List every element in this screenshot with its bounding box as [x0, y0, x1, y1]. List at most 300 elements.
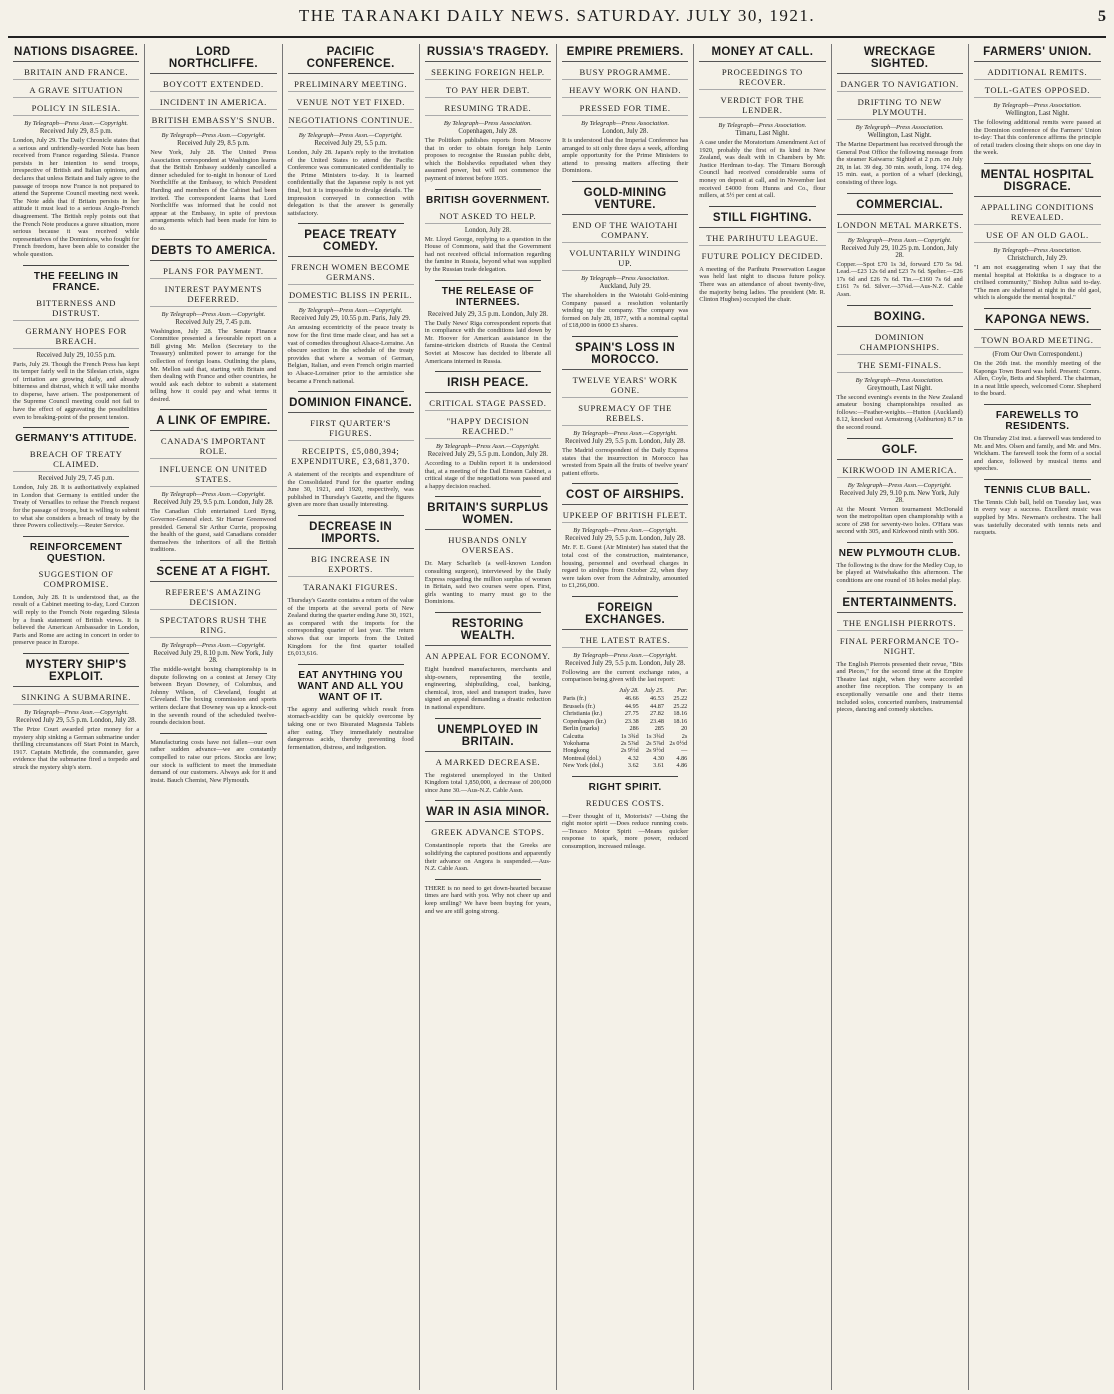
- article-body: A case under the Moratorium Amendment Act of 1920, probably the first of its kind in New Zealand, was dealt with in Chambers by Mr. Justice Herdman to-day. The Timaru Borough Council had received considerable sums of money on deposit at call, and in November last received £4000 from Hunns and Co., flour millers, at 5½ per cent at call.: [699, 139, 826, 200]
- article-subheading: BITTERNESS AND DISTRUST.: [13, 296, 139, 321]
- article-body: The Canadian Club entertained Lord Byng, Governor-General elect. Sir Hamar Greenwood presided. General Sir Arthur Currie, proposing the health of the guest, said Canadians consider themselves the inheritors of all the British traditions.: [150, 508, 277, 554]
- divider: [435, 800, 541, 801]
- article-byline: By Telegraph—Press Assn.—Copyright.: [298, 132, 403, 139]
- table-cell: 4.32: [627, 754, 639, 762]
- table-row: [562, 710, 688, 717]
- article-subheading: DRIFTING TO NEW PLYMOUTH.: [837, 95, 963, 120]
- article-dateline: Received July 29, 10.55 p.m. Paris, July 29.: [290, 315, 411, 323]
- article-subheading: FIRST QUARTER'S FIGURES.: [288, 416, 414, 441]
- divider: [435, 879, 541, 880]
- article-byline: By Telegraph—Press Assn.—Copyright.: [847, 481, 952, 489]
- masthead: [8, 6, 1106, 38]
- article: [13, 542, 139, 647]
- article-body: London, July 29. The Daily Chronicle states that a serious and unfriendly-worded Note has been received from France regarding Silesia. France persists in her intention to send troops, irrespective of British and Italian opinions, and declares that unless Britain and Italy agree to the passage of troops now France is not prepared to attend the Supreme Council meeting next week. The Note adds that if Britain persists in her attitude it must lead to a serious Anglo-French disagreement. The British reply points out that the French Note produces a grave situation, more serious because it was received while representatives of the Dominions, who fought for French freedom, have been able to consider the whole question.: [13, 137, 140, 258]
- article-byline: By Telegraph—Press Association.: [855, 376, 944, 384]
- article-subheading: SINKING A SUBMARINE.: [13, 690, 139, 705]
- article-byline: By Telegraph—Press Association.: [855, 124, 944, 131]
- divider: [572, 483, 678, 484]
- divider: [984, 404, 1091, 405]
- article-dateline: Received July 29, 3.5 p.m. London, July 28.: [427, 310, 548, 318]
- article-dateline: Received July 29, 10.25 p.m. London, July 28.: [841, 244, 959, 259]
- article: [837, 46, 963, 187]
- article-body: At the Mount Vernon tournament McDonald won the metropolitan open championship with a score of 298 for seventy-two holes. O'Hara was second with 305, and Kirkwood ninth with 306.: [836, 505, 963, 536]
- article: [13, 271, 139, 422]
- article-subheading: UPKEEP OF BRITISH FLEET.: [562, 508, 688, 523]
- article-subheading: DOMINION CHAMPIONSHIPS.: [837, 330, 963, 355]
- article-subheading: CRITICAL STAGE PASSED.: [425, 396, 551, 411]
- table-cell: 44.95: [624, 702, 639, 710]
- article-subheading: NEGOTIATIONS CONTINUE.: [288, 113, 414, 128]
- page-number: 5: [1098, 8, 1106, 25]
- article-subheading: INFLUENCE ON UNITED STATES.: [150, 462, 276, 487]
- table-cell: 25.22: [673, 695, 688, 703]
- article-subheading: GERMANY HOPES FOR BREACH.: [13, 324, 139, 349]
- article-byline: By Telegraph—Press Assn.—Copyright.: [573, 527, 677, 535]
- table-row: [562, 762, 688, 769]
- article: [699, 212, 825, 304]
- divider: [435, 612, 541, 613]
- divider: [160, 239, 266, 240]
- table-cell: 46.66: [624, 695, 639, 703]
- article-dateline: London, July 28.: [602, 128, 649, 135]
- article: [288, 397, 414, 509]
- article-subheading: BRITISH EMBASSY'S SNUB.: [150, 113, 276, 128]
- table-header-cell: July 25.: [644, 687, 664, 695]
- article-subheading: THE LATEST RATES.: [562, 633, 688, 648]
- table-cell: Berlin (marks): [563, 725, 600, 733]
- article-body: The Politiken publishes reports from Moscow that in order to obtain foreign help Lenin proposes to recognise the Russian public debt, which the Bolsheviks repudiated when they assumed power, but will not commence the payment of interest before 1935.: [424, 137, 551, 182]
- article-dateline: Greymouth, Last Night.: [867, 384, 933, 392]
- article-subheading: TARANAKI FIGURES.: [303, 582, 398, 593]
- article-subheading: CANADA'S IMPORTANT ROLE.: [150, 434, 276, 459]
- table-header-cell: July 28.: [619, 687, 639, 695]
- table-cell: Christiania (kr.): [563, 710, 603, 718]
- article-dateline: Received July 29, 5.5 p.m. London, July 28.: [564, 535, 686, 543]
- divider: [160, 560, 266, 561]
- column-5: [557, 44, 694, 1390]
- article-headline: FAREWELLS TO RESIDENTS.: [995, 409, 1079, 432]
- table-cell: —: [681, 747, 688, 755]
- article-headline: RIGHT SPIRIT.: [588, 781, 662, 793]
- table-cell: Paris (fr.): [563, 695, 587, 703]
- article-headline: DOMINION FINANCE.: [288, 397, 414, 413]
- article-headline: GOLF.: [837, 444, 963, 460]
- article: [562, 602, 688, 770]
- article-body: "I am not exaggerating when I say that the mental hospital at Hokitika is a disgrace to a civilised community," Bishop Julius said to-day. "The men are sheltered at night in the old gaol, which is alongside the mental hospital.": [973, 263, 1101, 302]
- article-headline: STILL FIGHTING.: [699, 212, 825, 228]
- column-4: [420, 44, 557, 1390]
- article-headline: KAPONGA NEWS.: [974, 314, 1101, 330]
- article-headline: DEBTS TO AMERICA.: [150, 245, 276, 261]
- article-subheading: TOWN BOARD MEETING.: [974, 333, 1101, 348]
- table-row: [562, 718, 688, 725]
- divider: [160, 733, 266, 734]
- article-headline: MONEY AT CALL.: [699, 46, 825, 62]
- article-headline: TENNIS CLUB BALL.: [984, 484, 1091, 496]
- table-cell: 18.16: [673, 717, 688, 725]
- divider: [847, 591, 953, 592]
- table-cell: 1s 3¾d: [646, 732, 664, 740]
- article-byline: By Telegraph—Press Assn.—Copyright.: [298, 307, 403, 315]
- article: [425, 286, 551, 366]
- table-cell: 2s 9½d: [646, 747, 664, 755]
- article-byline: By Telegraph—Press Assn.—Copyright.: [573, 651, 677, 659]
- article: [837, 548, 963, 585]
- table-cell: 27.82: [650, 710, 664, 718]
- article-headline: A LINK OF EMPIRE.: [150, 415, 276, 431]
- article: [288, 46, 414, 217]
- article-subheading: FINAL PERFORMANCE TO-NIGHT.: [839, 635, 960, 656]
- article-dateline: Received July 29, 8.10 p.m. New York, July 28.: [153, 650, 274, 665]
- article-headline: COMMERCIAL.: [837, 199, 963, 215]
- divider: [435, 718, 541, 719]
- article-subheading: VOLUNTARILY WINDING UP.: [562, 246, 688, 271]
- exchange-rates-table: [562, 686, 688, 769]
- article-subheading: ADDITIONAL REMITS.: [974, 65, 1101, 80]
- column-grid: [8, 44, 1106, 1390]
- table-row: [562, 703, 688, 710]
- table-cell: Yokohama: [563, 739, 590, 747]
- divider: [298, 223, 404, 224]
- article-headline: WAR IN ASIA MINOR.: [425, 806, 551, 822]
- article-headline: EAT ANYTHING YOU WANT AND ALL YOU WANT OF IT.: [297, 669, 404, 703]
- article: [288, 229, 414, 385]
- table-cell: 20: [681, 725, 688, 733]
- article-body: On the 26th inst. the monthly meeting of the Kaponga Town Board was held. Present: Comrs. Allen, Coyle, Betts and Shepherd. The chairman, in a neat little speech, welcomed Comr. Shepherd to the board.: [973, 359, 1101, 398]
- article-headline: COST OF AIRSHIPS.: [562, 489, 688, 505]
- article-body: The following additional remits were passed at the Dominion conference of the Farmers' Union to-day: That this conference affirms the principle of retail traders closing their shops on one day in the week.: [973, 119, 1101, 157]
- article: [562, 782, 688, 851]
- article-dateline: Received July 29, 7.45 p.m.: [38, 475, 115, 483]
- article-dateline: Received July 29, 5.5 p.m. London, July 28.: [564, 437, 686, 445]
- article-byline: By Telegraph—Press Association.: [993, 102, 1082, 109]
- article: [13, 659, 139, 772]
- article-byline: By Telegraph—Press Assn.—Copyright.: [161, 642, 266, 650]
- table-cell: 2s: [681, 732, 688, 740]
- table-cell: 286: [629, 725, 639, 733]
- article-subheading: POLICY IN SILESIA.: [13, 101, 139, 116]
- article-body: Constantinople reports that the Greeks are solidifying the captured positions and apparently their advance on Angora is suspended.—Aus-N.Z. Cable Assn.: [424, 842, 551, 873]
- article-headline: SPAIN'S LOSS IN MOROCCO.: [562, 342, 688, 370]
- article-body: Mr. Lloyd George, replying to a question in the House of Commons, said that the Government had not received official information regarding the famine in Russia, beyond what was supplied by the Russian trade delegation.: [424, 235, 551, 273]
- article-body: A meeting of the Parihutu Preservation League was held last night to discuss future policy. There was an attendance of about twenty-five, the majority being ladies. The president (Mr. R. Clinton Hughes) occupied the chair.: [699, 265, 826, 304]
- article-headline: GERMANY'S ATTITUDE.: [15, 433, 137, 445]
- article-body: It is understood that the Imperial Conference has arranged to sit only three days a week, affording ample opportunity for the Prime Ministers to attend to pressing matters affecting their Dominions.: [562, 137, 689, 175]
- article-subheading: BREACH OF TREATY CLAIMED.: [13, 447, 139, 472]
- article-subheading: PROCEEDINGS TO RECOVER.: [699, 65, 825, 90]
- article: [837, 597, 963, 714]
- article-byline: By Telegraph—Press Association.: [581, 120, 670, 127]
- article: [699, 46, 825, 200]
- table-cell: 23.38: [624, 717, 639, 725]
- divider: [709, 206, 815, 207]
- article-subheading: PRELIMINARY MEETING.: [288, 77, 414, 92]
- article-headline: RUSSIA'S TRAGEDY.: [425, 46, 551, 62]
- article-headline: MENTAL HOSPITAL DISGRACE.: [974, 169, 1101, 197]
- article-headline: REINFORCEMENT QUESTION.: [29, 541, 123, 564]
- article-dateline: Received July 29, 7.45 p.m.: [175, 318, 252, 326]
- divider: [572, 181, 678, 182]
- article-subheading: END OF THE WAIOTAHI COMPANY.: [562, 218, 688, 243]
- article-body: —Ever thought of it, Motorists? —Using the right motor spirit —Does reduce running costs. —Texaco Motor Spirit —Means quicker response to spark, more power, reduced consumption, increased mileage.: [562, 812, 689, 850]
- article-byline: By Telegraph—Press Association.: [443, 120, 532, 127]
- article-subheading: LONDON METAL MARKETS.: [837, 218, 963, 233]
- article-subheading: A MARKED DECREASE.: [435, 756, 541, 767]
- article-headline: PEACE TREATY COMEDY.: [288, 229, 414, 257]
- table-row: [562, 755, 688, 762]
- article-body: Washington, July 28. The Senate Finance Committee presented a favourable report on a Bill giving Mr. Mellon (Secretary to the Treasury) unlimited power to arrange for the collection of foreign loans. Outlining the plans, Mr. Mellon said that, starting with Britain and then dealing with France and other countries, he would ask each debtor to submit a statement telling how it could pay and what terms it desired.: [150, 327, 277, 403]
- article-body: Mr. F. E. Guest (Air Minister) has stated that the total cost of the construction, maintenance, housing, personnel and overhead charges in regard to airships from October 22, when they were taken over from the Admiralty, amounted to £1,266,000.: [562, 544, 689, 590]
- divider: [572, 596, 678, 597]
- table-cell: 4.86: [676, 762, 688, 770]
- masthead-title: THE TARANAKI DAILY NEWS. SATURDAY. JULY 30, 1921.: [298, 6, 816, 25]
- article-headline: DECREASE IN IMPORTS.: [288, 521, 414, 549]
- divider: [298, 391, 404, 392]
- article-byline: By Telegraph—Press Assn.—Copyright.: [161, 310, 266, 318]
- article-subheading: BRITAIN AND FRANCE.: [13, 65, 139, 80]
- article-body: THERE is no need to get down-hearted because times are hard with you. Why not cheer up and keep smiling? We have been buying for years, and we are still going strong.: [424, 884, 551, 915]
- table-row: [562, 747, 688, 754]
- article-body: On Thursday 21st inst. a farewell was tendered to Mr. and Mrs. Olsen and family, and Mr. and Mrs. Wickham. The farewell took the form of a social and dance, followed by musical items and speeches.: [973, 434, 1101, 473]
- article-dateline: Wellington, Last Night.: [867, 132, 932, 139]
- article-subheading: FUTURE POLICY DECIDED.: [701, 250, 824, 261]
- table-cell: 2s 9½d: [620, 747, 639, 755]
- article-byline: By Telegraph—Press Association.: [718, 122, 807, 129]
- article: [562, 46, 688, 175]
- article: [150, 415, 276, 554]
- article-subheading: RECEIPTS, £5,080,394; EXPENDITURE, £3,681,370.: [291, 446, 410, 467]
- article-dateline: Received July 29, 9.5 p.m. London, July 28.: [153, 499, 274, 507]
- article: [974, 314, 1101, 398]
- article-body: The Daily News' Riga correspondent reports that in compliance with the conditions laid down by Mr. Hoover for American assistance in the famine-stricken districts of Russia the Central Soviet at Moscow has decided to liberate all Americans interned in Russia.: [424, 319, 551, 365]
- divider: [23, 536, 129, 537]
- article-body: The Prize Court awarded prize money for a mystery ship sinking a German submarine under thrilling circumstances off Start Point in March, 1917. Captain McBride, the commander, gave evidence that the submarine fired a torpedo and struck the mystery ship's stern.: [13, 725, 140, 771]
- table-cell: 44.87: [650, 702, 664, 710]
- article-body: Eight hundred manufacturers, merchants and ship-owners, representing the textile, engineering, shipbuilding, coal, banking, chemical, iron, steel and transport trades, have signed an appeal demanding a drastic reduction in national expenditure.: [424, 666, 551, 711]
- article-headline: RESTORING WEALTH.: [425, 618, 551, 646]
- article-dateline: Received July 29, 5.5 p.m.: [314, 140, 387, 147]
- divider: [298, 515, 404, 516]
- article-subheading: FRENCH WOMEN BECOME GERMANS.: [288, 260, 414, 285]
- article-byline: By Telegraph—Press Association.: [993, 246, 1082, 254]
- article: [425, 46, 551, 183]
- divider: [435, 496, 541, 497]
- article-body: London, July 28. It is understood that, as the result of a Cabinet meeting to-day, Lord Curzon will reply to the French Note regarding Silesia by a frank statement of British views. It is believed the American Ambassador in London, Paris and Rome are acting in concert in order to preserve peace in Europe.: [13, 593, 140, 647]
- article: [13, 433, 139, 530]
- article-headline: NATIONS DISAGREE.: [13, 46, 139, 62]
- article-body: Copper.—Spot £70 1s 3d, forward £70 5s 9d. Lead.—£23 12s 6d and £23 7s 6d. Spelter.—£26 17s 6d and £26 7s 6d. Tin.—£160 7s 6d and £161 7s 6d. Silver.—37¼d.—Aus-N.Z. Cable Assn.: [836, 260, 963, 298]
- article-body: The following is the draw for the Medley Cup, to be played at Waiwhakaiho this afternoon. The conditions are one round of 18 holes medal play.: [836, 561, 963, 585]
- article-subheading: BOYCOTT EXTENDED.: [150, 77, 276, 92]
- article-headline: BRITISH GOVERNMENT.: [426, 194, 550, 206]
- article-subheading: BUSY PROGRAMME.: [562, 65, 688, 80]
- article-body: London, July 28. Japan's reply to the invitation of the United States to attend the Pacific Conference was communicated confidentially to the Prime Ministers to-day. It is learned confidentially that the Japanese reply is not yet final, but it is impossible to divulge details. The impression conveyed in connection with delegation is that the answer is generally satisfactory.: [287, 149, 414, 217]
- article: [562, 187, 688, 330]
- article-subheading: VERDICT FOR THE LENDER.: [699, 93, 825, 118]
- article-headline: EMPIRE PREMIERS.: [562, 46, 688, 62]
- article: [150, 46, 276, 233]
- article-dateline: Received July 29, 5.5 p.m. London, July 28.: [427, 451, 548, 459]
- article-body: The second evening's events in the New Zealand amateur boxing championships resulted as follows:—Feather-weights.—Hutton (Auckland) 8.12, knocked out Armstrong (Ashburton) 8.7 in the second round.: [836, 393, 963, 431]
- article-headline: FOREIGN EXCHANGES.: [562, 602, 688, 630]
- article-body: The registered unemployed in the United Kingdom total 1,850,000, a decrease of 200,000 since June 30.—Aus-N.Z. Cable Assn.: [424, 771, 551, 794]
- article-headline: THE FEELING IN FRANCE.: [33, 270, 119, 293]
- article: [425, 806, 551, 872]
- article-subheading: NOT ASKED TO HELP.: [425, 209, 551, 224]
- article-subheading: TO PAY HER DEBT.: [425, 83, 551, 98]
- column-6: [694, 44, 831, 1390]
- table-header-cell: Par.: [677, 687, 688, 695]
- divider: [298, 664, 404, 665]
- article-subheading: RESUMING TRADE.: [425, 101, 551, 116]
- article-subheading: A GRAVE SITUATION: [13, 83, 139, 98]
- article-subheading: PRESSED FOR TIME.: [562, 101, 688, 116]
- divider: [984, 163, 1091, 164]
- article-body: The Madrid correspondent of the Daily Express states that the insurrection in Morocco has wrested from Spain all the fruits of twelve years' patient efforts.: [562, 446, 689, 477]
- divider: [984, 479, 1091, 480]
- article: [425, 724, 551, 795]
- article-subheading: TOLL-GATES OPPOSED.: [974, 83, 1101, 98]
- article-body: A statement of the receipts and expenditure of the Consolidated Fund for the quarter ending June 30, 1921, and 1920, respectively, was published in Thursday's Gazette, and the figures given are more than usually interesting.: [287, 471, 414, 509]
- article: [562, 342, 688, 477]
- article-subheading: TWELVE YEARS' WORK GONE.: [562, 373, 688, 398]
- article-subheading: INTEREST PAYMENTS DEFERRED.: [150, 282, 276, 307]
- table-row: [562, 695, 688, 702]
- article-dateline: Received July 29, 9.10 p.m. New York, July 28.: [839, 489, 960, 504]
- article-byline: By Telegraph—Press Assn.—Copyright.: [573, 429, 677, 437]
- article-subheading: VENUE NOT YET FIXED.: [288, 95, 414, 110]
- article-dateline: Received July 29, 10.55 p.m.: [36, 351, 116, 359]
- article-subheading: SPECTATORS RUSH THE RING.: [150, 613, 276, 638]
- table-cell: Montreal (dol.): [563, 754, 601, 762]
- column-2: [145, 44, 282, 1390]
- article: [425, 618, 551, 712]
- divider: [847, 438, 953, 439]
- article: [837, 444, 963, 536]
- table-cell: 46.53: [650, 695, 664, 703]
- article: [562, 489, 688, 590]
- article-dateline: Christchurch, July 29.: [1007, 254, 1068, 262]
- article-headline: BOXING.: [837, 311, 963, 327]
- table-cell: 3.62: [627, 762, 639, 770]
- article-body: The English Pierrots presented their revue, "Bits and Pieces," for the second time at the Empire Theatre last night, when they were accorded another fine reception. The company is an exceptionally versatile one and their items included solos, concerted numbers, instrumental pieces, dancing and comedy sketches.: [836, 660, 963, 714]
- table-cell: Calcutta: [563, 732, 584, 740]
- article-body: The Marine Department has received through the General Post Office the following message from the steamer Kaiwarra: Sighted at 2 p.m. on July 28, in lat. 39 deg. 30 min. south, long. 174 deg. 15 min. east, a portion of a wharf (decking), consisting of three logs.: [836, 141, 963, 186]
- article: [288, 521, 414, 658]
- article-headline: WRECKAGE SIGHTED.: [837, 46, 963, 74]
- article: [425, 377, 551, 490]
- table-cell: 285: [654, 725, 664, 733]
- article-subheading: THE PARIHUTU LEAGUE.: [699, 231, 825, 246]
- article-byline: By Telegraph—Press Assn.—Copyright.: [847, 236, 952, 244]
- article-body: The Tennis Club ball, held on Tuesday last, was in every way a success. Excellent music was supplied by Mrs. Newman's orchestra. The hall was tastefully decorated with tennis nets and racquets.: [973, 498, 1101, 537]
- article-byline: By Telegraph—Press Assn.—Copyright.: [24, 120, 128, 127]
- article: [288, 670, 414, 752]
- article: [837, 311, 963, 432]
- article-subheading: SUPREMACY OF THE REBELS.: [562, 401, 688, 426]
- article-dateline: Auckland, July 29.: [599, 282, 651, 290]
- article-subheading: HUSBANDS ONLY OVERSEAS.: [448, 535, 528, 556]
- article-byline: By Telegraph—Press Assn.—Copyright.: [161, 132, 266, 139]
- article-subheading: THE SEMI-FINALS.: [837, 358, 963, 373]
- article: [150, 566, 276, 727]
- column-7: [832, 44, 969, 1390]
- divider: [23, 427, 129, 428]
- article-subheading: THE ENGLISH PIERROTS.: [837, 616, 963, 631]
- article: [974, 46, 1101, 157]
- table-row: [562, 733, 688, 740]
- column-1: [8, 44, 145, 1390]
- table-cell: 3.61: [653, 762, 664, 770]
- article-dateline: Timaru, Last Night.: [735, 130, 790, 137]
- article-body: London, July 28. It is authoritatively explained in London that Germany is entitled under the Treaty of Versailles to refuse the French request for the passage of troops, but is willing to submit to what she considers a breach of treaty by the three Powers collectively.—Reuter Service.: [13, 484, 140, 530]
- divider: [435, 280, 541, 281]
- article-subheading: HEAVY WORK ON HAND.: [562, 83, 688, 98]
- divider: [435, 371, 541, 372]
- article-subheading: USE OF AN OLD GAOL.: [974, 228, 1101, 243]
- article-headline: IRISH PEACE.: [425, 377, 551, 393]
- table-cell: 18.16: [673, 710, 688, 718]
- table-header-cell: [562, 686, 615, 695]
- table-cell: 4.30: [653, 754, 664, 762]
- article-byline: By Telegraph—Press Assn.—Copyright.: [435, 443, 540, 451]
- table-cell: 2s 5⅞d: [620, 739, 639, 747]
- article-subheading: REDUCES COSTS.: [585, 797, 665, 808]
- article-dateline: Received July 29, 8.5 p.m.: [177, 140, 250, 147]
- column-3: [283, 44, 420, 1390]
- article-dateline: London, July 28.: [464, 226, 511, 234]
- article-body: Manufacturing costs have not fallen—our own rather sudden advance—we are constantly compelled to raise our prices. Stocks are low; our stock is sufficient to meet the immediate demand of our customers. Always ask for it and insist. Bauch Chemist, New Plymouth.: [150, 738, 277, 784]
- table-cell: Brussels (fr.): [563, 702, 595, 710]
- article-headline: THE RELEASE OF INTERNEES.: [441, 285, 535, 308]
- article: [974, 410, 1101, 473]
- table-cell: New York (dol.): [563, 762, 604, 770]
- table-cell: 23.48: [650, 717, 664, 725]
- article-body: The shareholders in the Waiotahi Gold-mining Company passed a resolution voluntarily winding up the company. The company was formed on July 28, 1877, with a nominal capital of £18,000 in 6000 £3 shares.: [562, 291, 689, 330]
- article-headline: MYSTERY SHIP'S EXPLOIT.: [13, 659, 139, 687]
- article: [150, 739, 276, 785]
- article-dateline: Received July 29, 8.5 p.m.: [39, 128, 113, 135]
- article-subheading: DANGER TO NAVIGATION.: [837, 77, 963, 92]
- article-headline: FARMERS' UNION.: [974, 46, 1101, 62]
- article-headline: UNEMPLOYED IN BRITAIN.: [425, 724, 551, 752]
- article-subheading: APPALLING CONDITIONS REVEALED.: [974, 200, 1101, 225]
- article-byline: By Telegraph—Press Association.: [581, 274, 670, 282]
- article-headline: LORD NORTHCLIFFE.: [150, 46, 276, 74]
- table-cell: 27.75: [624, 710, 639, 718]
- article-byline: By Telegraph—Press Assn.—Copyright.: [161, 491, 266, 499]
- table-row: [562, 725, 688, 732]
- article-subheading: PLANS FOR PAYMENT.: [150, 264, 276, 279]
- divider: [572, 336, 678, 337]
- article-subheading: BIG INCREASE IN EXPORTS.: [288, 552, 414, 577]
- divider: [984, 308, 1091, 309]
- table-cell: 4.86: [676, 754, 688, 762]
- table-cell: 2s 5⅞d: [646, 739, 664, 747]
- divider: [847, 305, 953, 306]
- divider: [160, 409, 266, 410]
- article: [837, 199, 963, 299]
- article-subheading: AN APPEAL FOR ECONOMY.: [425, 651, 551, 662]
- table-row: [562, 740, 688, 747]
- article-body: The agony and suffering which result from stomach-acidity can be quickly overcome by taking one or two Bisurated Magnesia Tablets after eating. They immediately neutralise dangerous acids, thereby preventing food fermentation, distress, and indigestion.: [287, 705, 414, 751]
- article-dateline: Received July 29, 5.5 p.m. London, July 28.: [564, 659, 686, 667]
- article-body: Dr. Mary Scharlieb (a well-known London consulting surgeon), interviewed by the Daily Express regarding the million surplus of women in Britain, said two courses were open. First, girls wanting to marry must go to the Dominions.: [424, 560, 551, 606]
- divider: [435, 189, 541, 190]
- article-subheading: KIRKWOOD IN AMERICA.: [837, 463, 963, 478]
- article-subheading: SUGGESTION OF COMPROMISE.: [38, 568, 114, 589]
- article-subheading: GREEK ADVANCE STOPS.: [431, 827, 545, 838]
